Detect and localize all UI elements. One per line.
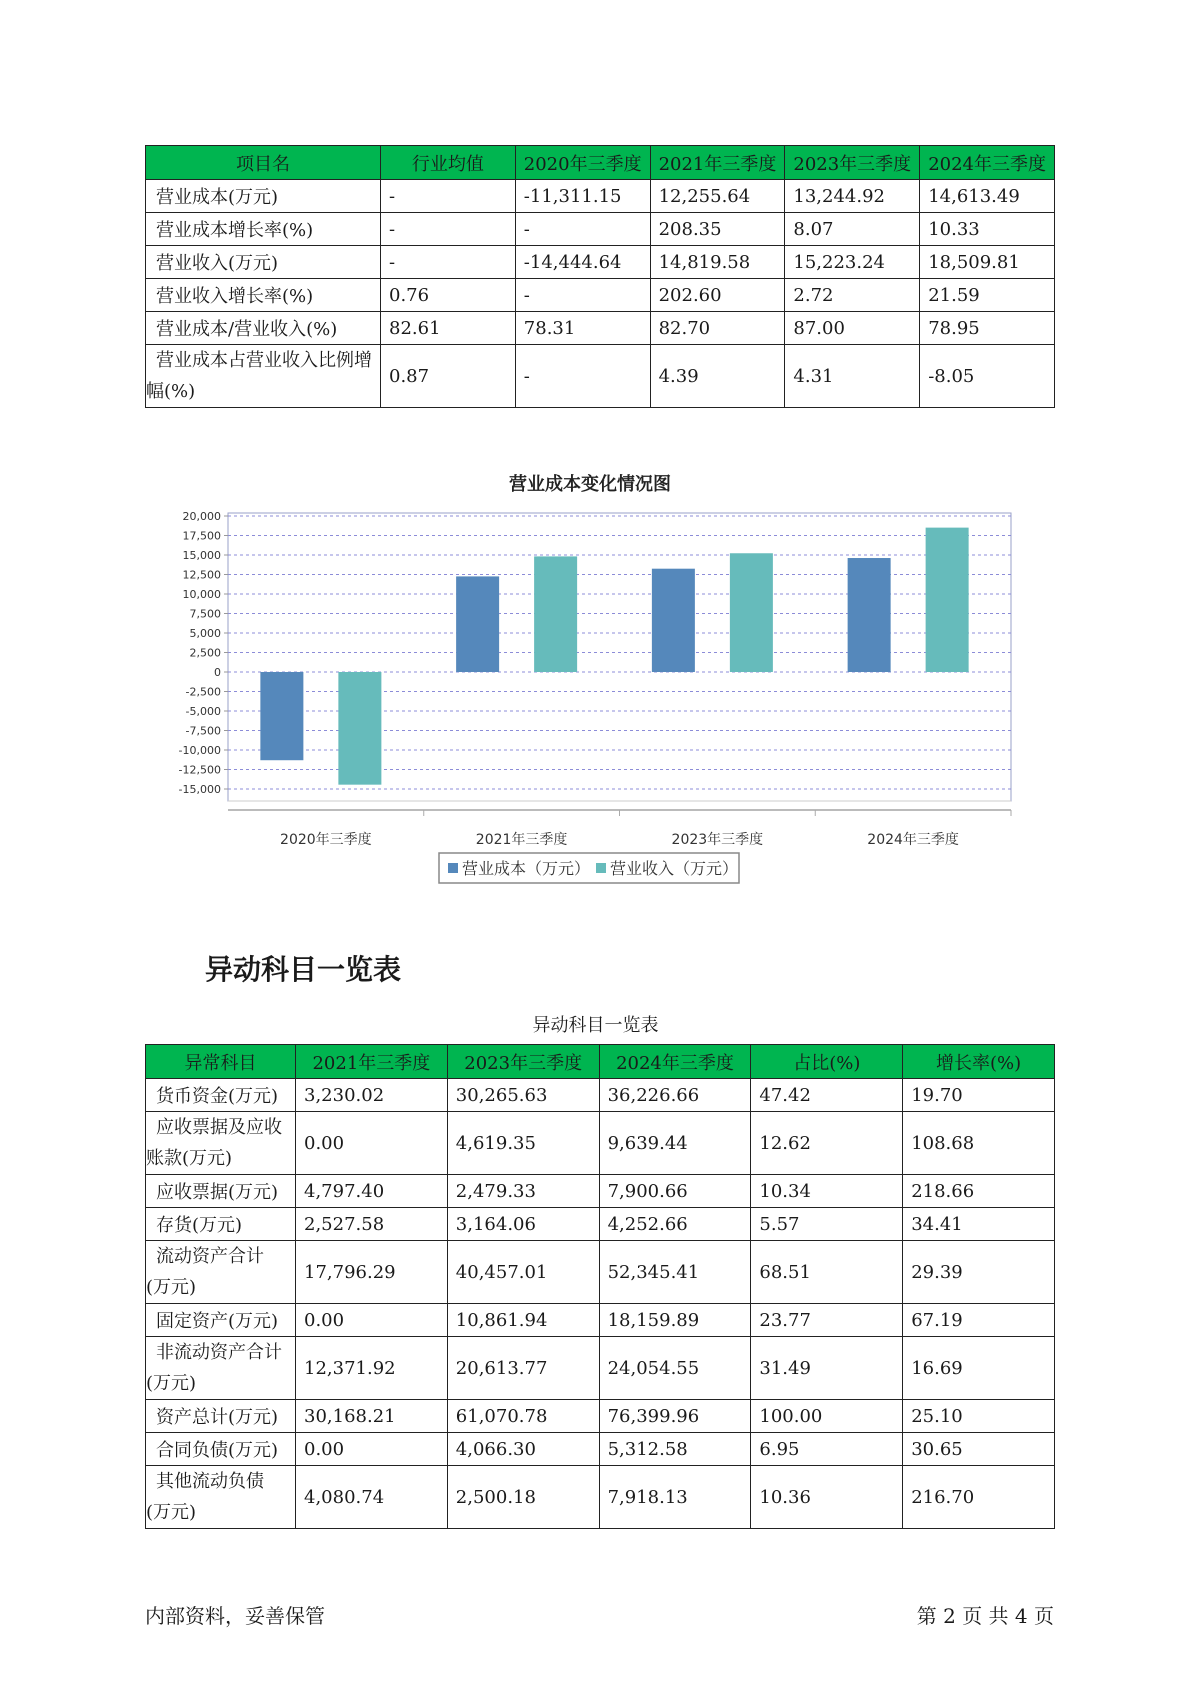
table-cell: 14,819.58 [650, 246, 785, 279]
table-cell: 7,918.13 [599, 1466, 751, 1529]
table-cell: 0.00 [296, 1112, 448, 1175]
table-cell: 61,070.78 [447, 1400, 599, 1433]
table-cell: 7,900.66 [599, 1175, 751, 1208]
table-cell: 16.69 [903, 1337, 1055, 1400]
table-cell: 18,509.81 [920, 246, 1055, 279]
x-tick-label: 2024年三季度 [867, 832, 959, 848]
table-cell: 19.70 [903, 1079, 1055, 1112]
table-cell: 25.10 [903, 1400, 1055, 1433]
table-row [146, 279, 1055, 312]
row-label: 营业成本(万元) [146, 180, 381, 213]
row-label: 营业收入(万元) [146, 246, 381, 279]
table-cell: 2,527.58 [296, 1208, 448, 1241]
table-cell: 31.49 [751, 1337, 903, 1400]
table-cell: 10.33 [920, 213, 1055, 246]
header-cell: 2023年三季度 [447, 1045, 599, 1079]
table-cell: 76,399.96 [599, 1400, 751, 1433]
table-row [146, 1433, 1055, 1466]
table-cell: 12,371.92 [296, 1337, 448, 1400]
row-label: 非流动资产合计(万元) [146, 1337, 296, 1400]
table-cell: 4,080.74 [296, 1466, 448, 1529]
table-cell: 24,054.55 [599, 1337, 751, 1400]
table-cell: 23.77 [751, 1304, 903, 1337]
header-cell: 2024年三季度 [599, 1045, 751, 1079]
row-label: 资产总计(万元) [146, 1400, 296, 1433]
table-cell: 47.42 [751, 1079, 903, 1112]
table-cell: 0.00 [296, 1433, 448, 1466]
table-cell: 82.70 [650, 312, 785, 345]
table-cell: 208.35 [650, 213, 785, 246]
table-row [146, 1208, 1055, 1241]
table-cell: - [381, 180, 516, 213]
table-cell: - [515, 213, 650, 246]
x-tick-label: 2020年三季度 [280, 832, 372, 848]
table-cell: 15,223.24 [785, 246, 920, 279]
table-cell: 12.62 [751, 1112, 903, 1175]
bar-revenue-2 [730, 553, 773, 672]
table-cell: 9,639.44 [599, 1112, 751, 1175]
table-cell: 202.60 [650, 279, 785, 312]
table-cell: 18,159.89 [599, 1304, 751, 1337]
anomaly-items-table [145, 1044, 1055, 1529]
header-cell: 2024年三季度 [920, 146, 1055, 180]
table-cell: 2,500.18 [447, 1466, 599, 1529]
row-label: 固定资产(万元) [146, 1304, 296, 1337]
table-cell: 4.31 [785, 345, 920, 408]
table-header-row [146, 1045, 1055, 1079]
row-label: 合同负债(万元) [146, 1433, 296, 1466]
y-tick-label: 0 [214, 666, 221, 679]
table-row [146, 246, 1055, 279]
legend-swatch-revenue [596, 863, 606, 873]
header-cell: 2021年三季度 [296, 1045, 448, 1079]
table-cell: 29.39 [903, 1241, 1055, 1304]
y-tick-label: 10,000 [182, 588, 221, 601]
table-cell: 82.61 [381, 312, 516, 345]
table-cell: 2.72 [785, 279, 920, 312]
table-cell: 10,861.94 [447, 1304, 599, 1337]
table-cell: 8.07 [785, 213, 920, 246]
table-cell: - [515, 345, 650, 408]
y-tick-label: 15,000 [182, 549, 221, 562]
table-cell: 34.41 [903, 1208, 1055, 1241]
table-cell: -11,311.15 [515, 180, 650, 213]
table-cell: 3,164.06 [447, 1208, 599, 1241]
table-cell: 67.19 [903, 1304, 1055, 1337]
y-tick-label: -2,500 [185, 685, 221, 699]
legend-swatch-cost [448, 863, 458, 873]
row-label: 存货(万元) [146, 1208, 296, 1241]
y-tick-label: -7,500 [185, 724, 221, 738]
y-tick-label: 17,500 [182, 529, 221, 543]
header-cell: 2020年三季度 [515, 146, 650, 180]
table-header-row [146, 146, 1055, 180]
table-row [146, 1112, 1055, 1175]
bar-revenue-3 [926, 528, 969, 672]
table-cell: 3,230.02 [296, 1079, 448, 1112]
table-row [146, 1175, 1055, 1208]
header-cell: 占比(%) [751, 1045, 903, 1079]
table-cell: 0.87 [381, 345, 516, 408]
table-cell: 30,265.63 [447, 1079, 599, 1112]
table-row [146, 1241, 1055, 1304]
y-tick-label: -10,000 [178, 744, 221, 757]
table-cell: 0.76 [381, 279, 516, 312]
bar-revenue-1 [534, 556, 577, 672]
x-tick-label: 2021年三季度 [475, 832, 568, 848]
table-cell: -8.05 [920, 345, 1055, 408]
y-tick-label: 20,000 [182, 510, 221, 523]
table-row [146, 345, 1055, 408]
table-cell: 12,255.64 [650, 180, 785, 213]
table-cell: 13,244.92 [785, 180, 920, 213]
row-label: 营业成本增长率(%) [146, 213, 381, 246]
bar-cost-3 [848, 558, 891, 672]
table-row [146, 1304, 1055, 1337]
table-row [146, 1400, 1055, 1433]
header-cell: 2021年三季度 [650, 146, 785, 180]
table-cell: 218.66 [903, 1175, 1055, 1208]
table-cell: 216.70 [903, 1466, 1055, 1529]
row-label: 营业收入增长率(%) [146, 279, 381, 312]
row-label: 货币资金(万元) [146, 1079, 296, 1112]
bar-cost-1 [456, 576, 499, 672]
bar-cost-2 [652, 569, 695, 672]
row-label: 其他流动负债(万元) [146, 1466, 296, 1529]
header-cell: 异常科目 [146, 1045, 296, 1079]
table-cell: 68.51 [751, 1241, 903, 1304]
table-cell: 4.39 [650, 345, 785, 408]
table-cell: -14,444.64 [515, 246, 650, 279]
row-label: 应收票据及应收账款(万元) [146, 1112, 296, 1175]
table-row [146, 312, 1055, 345]
cost-change-chart [160, 465, 1040, 925]
table-cell: - [381, 246, 516, 279]
row-label: 营业成本/营业收入(%) [146, 312, 381, 345]
table-caption: 异动科目一览表 [532, 1015, 659, 1036]
chart-title: 营业成本变化情况图 [509, 474, 671, 495]
table-cell: 5.57 [751, 1208, 903, 1241]
table-cell: 4,619.35 [447, 1112, 599, 1175]
table-row [146, 1466, 1055, 1529]
table-cell: 78.95 [920, 312, 1055, 345]
row-label: 流动资产合计(万元) [146, 1241, 296, 1304]
table-cell: 17,796.29 [296, 1241, 448, 1304]
table-cell: - [381, 213, 516, 246]
table-cell: 30,168.21 [296, 1400, 448, 1433]
header-cell: 增长率(%) [903, 1045, 1055, 1079]
legend-label-cost: 营业成本（万元） [462, 859, 591, 878]
table-cell: 87.00 [785, 312, 920, 345]
table-cell: 21.59 [920, 279, 1055, 312]
section-heading: 异动科目一览表 [205, 953, 402, 986]
table-cell: 4,252.66 [599, 1208, 751, 1241]
table-cell: 40,457.01 [447, 1241, 599, 1304]
table-cell: 100.00 [751, 1400, 903, 1433]
bar-revenue-0 [338, 672, 381, 785]
table-row [146, 213, 1055, 246]
header-cell: 2023年三季度 [785, 146, 920, 180]
y-tick-label: -15,000 [178, 783, 221, 796]
row-label: 应收票据(万元) [146, 1175, 296, 1208]
table-cell: 10.36 [751, 1466, 903, 1529]
table-row [146, 180, 1055, 213]
table-row [146, 1079, 1055, 1112]
footer-page-number: 第 2 页 共 4 页 [916, 1604, 1054, 1628]
table-cell: 4,797.40 [296, 1175, 448, 1208]
table-cell: 5,312.58 [599, 1433, 751, 1466]
table-cell: 2,479.33 [447, 1175, 599, 1208]
x-tick-label: 2023年三季度 [671, 832, 764, 848]
header-cell: 项目名 [146, 146, 381, 180]
y-tick-label: 7,500 [189, 607, 221, 621]
bar-cost-0 [260, 672, 303, 760]
header-cell: 行业均值 [381, 146, 516, 180]
legend-label-revenue: 营业收入（万元） [610, 859, 739, 878]
table-cell: 52,345.41 [599, 1241, 751, 1304]
table-cell: 78.31 [515, 312, 650, 345]
table-cell: 30.65 [903, 1433, 1055, 1466]
table-cell: - [515, 279, 650, 312]
y-tick-label: 5,000 [189, 627, 221, 640]
table-cell: 6.95 [751, 1433, 903, 1466]
y-tick-label: 12,500 [182, 568, 221, 582]
row-label: 营业成本占营业收入比例增幅(%) [146, 345, 381, 408]
y-tick-label: -12,500 [178, 763, 221, 777]
table-cell: 14,613.49 [920, 180, 1055, 213]
chart-legend [439, 853, 739, 883]
footer-confidential-note: 内部资料，妥善保管 [145, 1604, 325, 1628]
table-cell: 4,066.30 [447, 1433, 599, 1466]
table-cell: 0.00 [296, 1304, 448, 1337]
y-tick-label: -5,000 [185, 705, 221, 718]
cost-revenue-table [145, 145, 1055, 408]
y-tick-label: 2,500 [189, 646, 221, 660]
table-cell: 108.68 [903, 1112, 1055, 1175]
table-row [146, 1337, 1055, 1400]
table-cell: 20,613.77 [447, 1337, 599, 1400]
table-cell: 10.34 [751, 1175, 903, 1208]
table-cell: 36,226.66 [599, 1079, 751, 1112]
